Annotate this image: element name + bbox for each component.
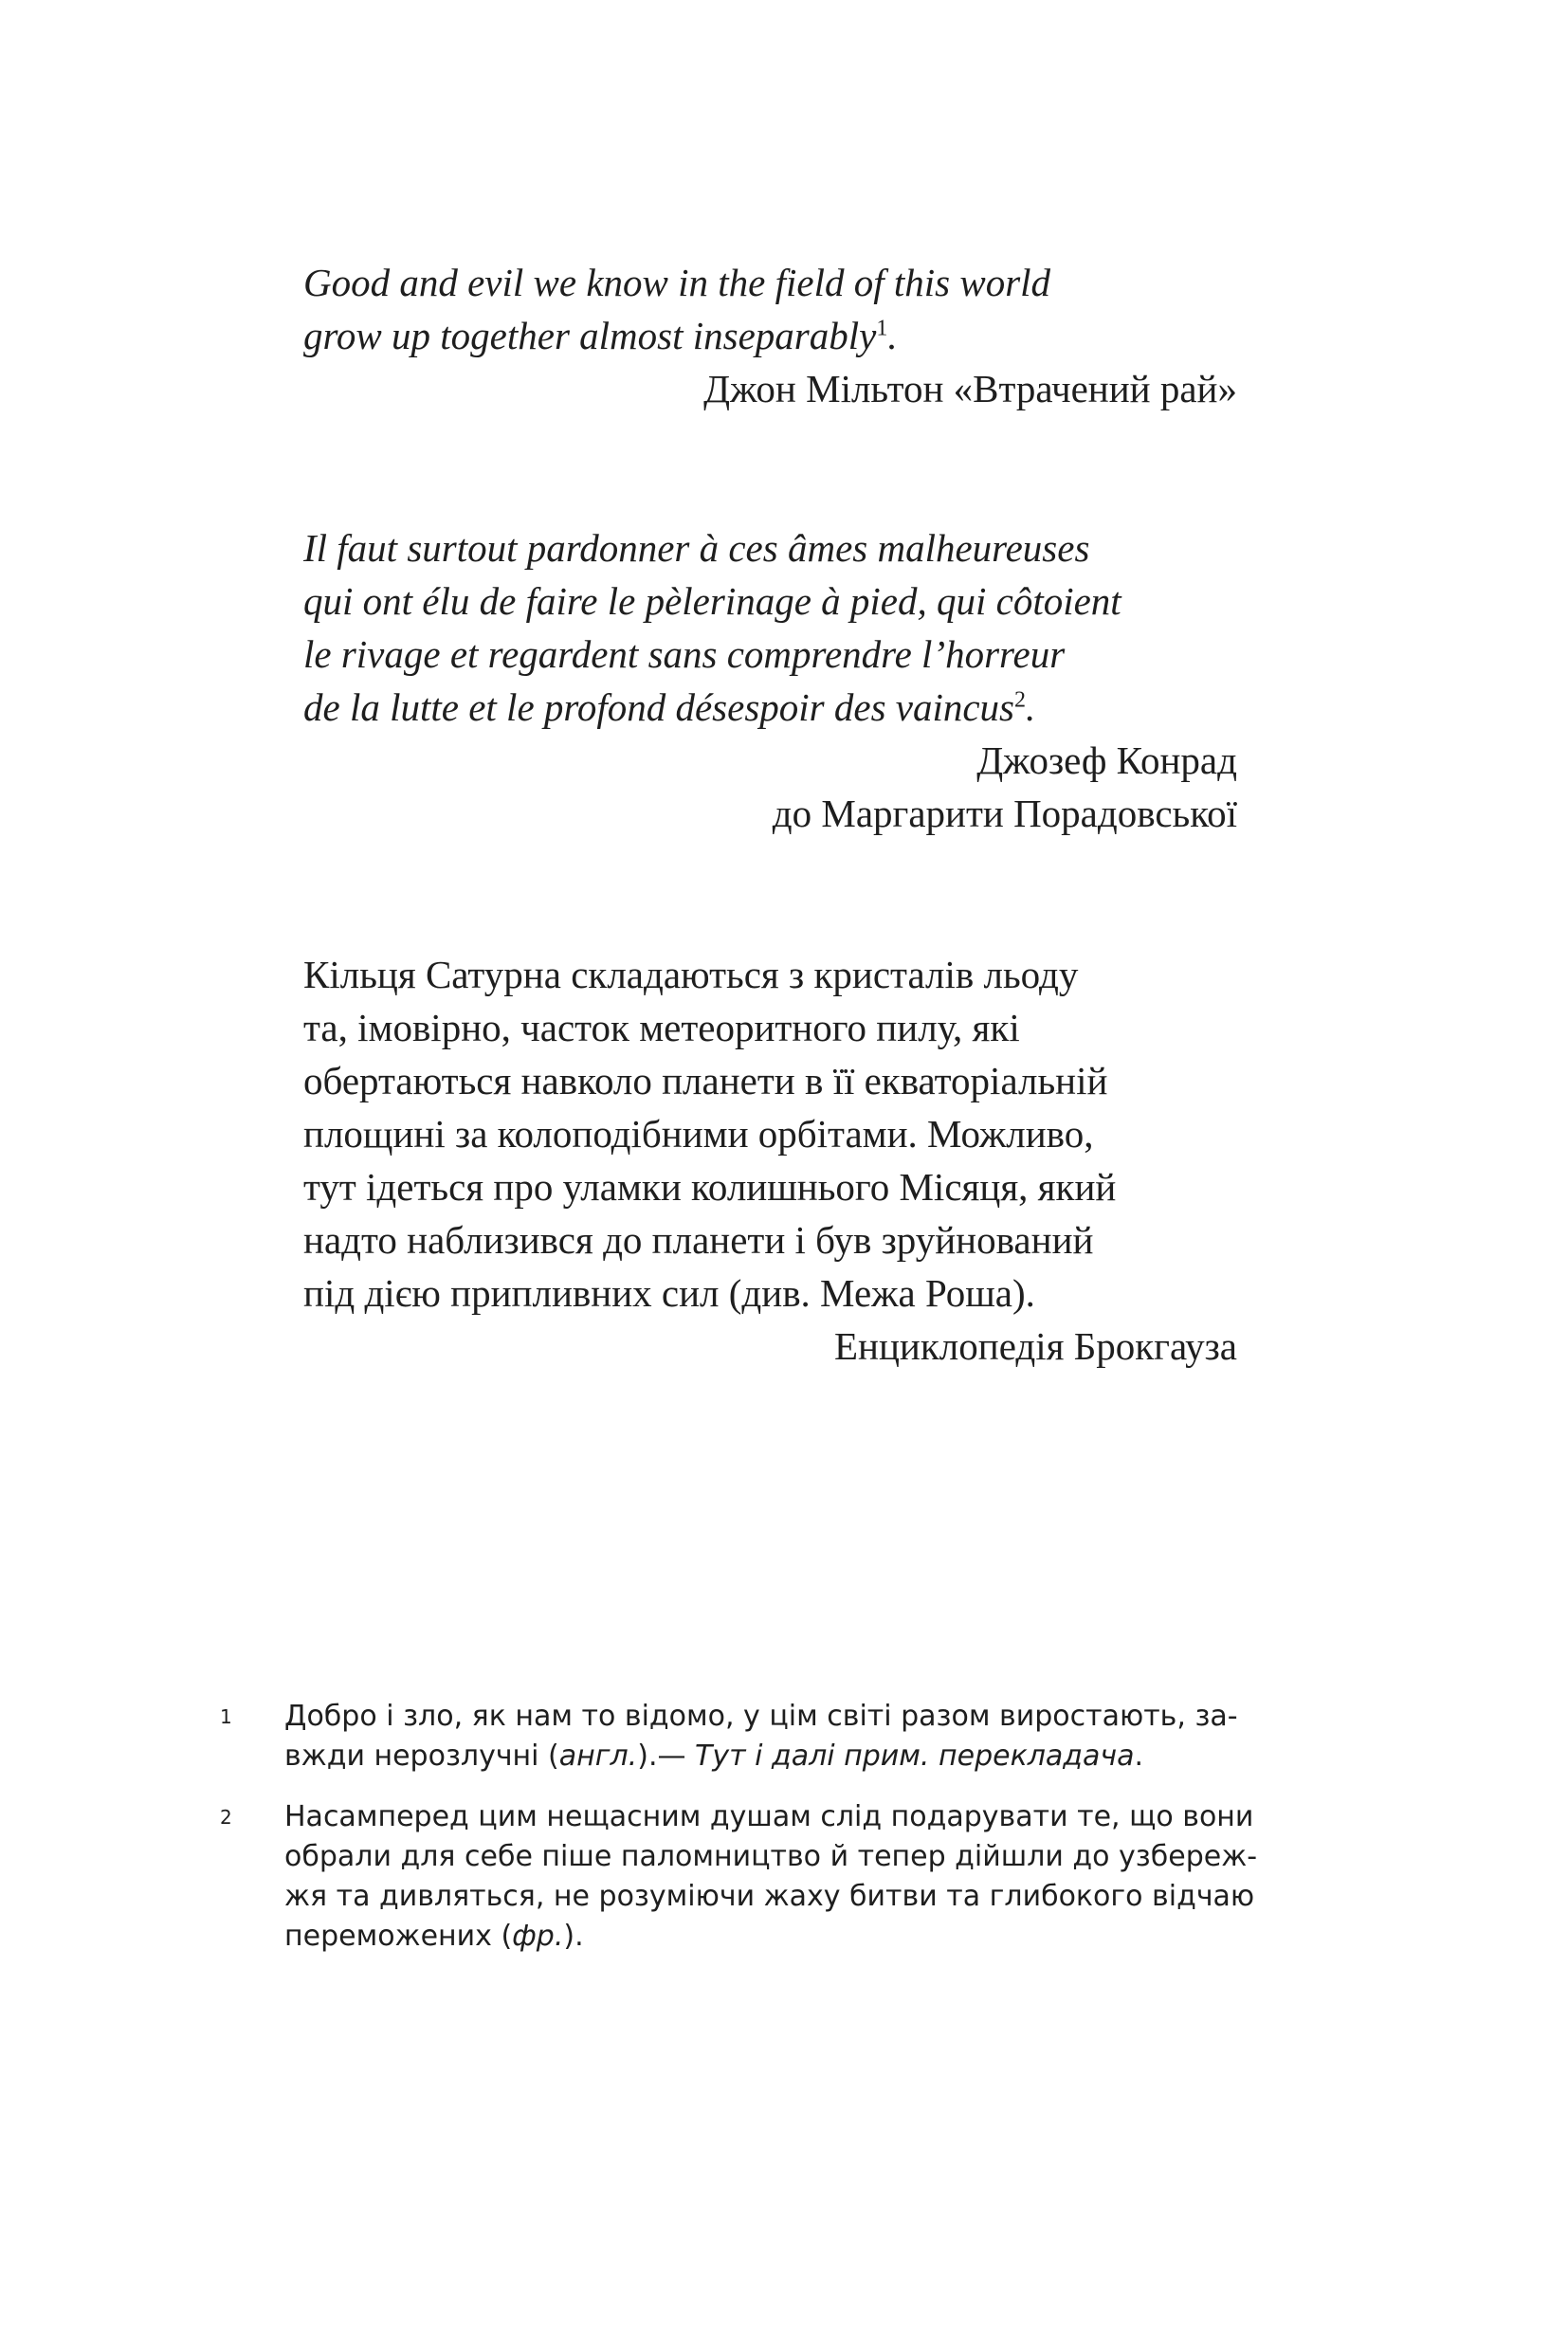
epigraph-attribution: до Маргарити Порадовської xyxy=(772,792,1237,835)
quote-line: обертаються навколо планети в її екваторіальній xyxy=(303,1059,1108,1102)
quote-line: надто наблизився до планети і був зруйнований xyxy=(303,1218,1094,1262)
quote-line-end: . xyxy=(887,314,898,357)
quote-line: Il faut surtout pardonner à ces âmes malheureuses xyxy=(303,526,1090,570)
quote-line-end: . xyxy=(1026,685,1036,729)
epigraph-attribution: Енциклопедія Брокгауза xyxy=(834,1324,1237,1368)
footnote-language: англ. xyxy=(558,1740,638,1773)
quote-line: qui ont élu de faire le pèlerinage à pied, qui côtoient xyxy=(303,579,1121,623)
footnote-ref: 2 xyxy=(1014,687,1027,713)
footnote-ref: 1 xyxy=(876,316,888,341)
epigraph-milton xyxy=(303,256,1237,415)
epigraph-attribution: Джозеф Конрад xyxy=(976,738,1237,782)
footnote-text: вжди нерозлучні ( xyxy=(284,1740,559,1773)
quote-line: та, імовірно, часток метеоритного пилу, які xyxy=(303,1006,1020,1049)
epigraph-quote xyxy=(303,948,1237,1320)
quote-line: тут ідеться про уламки колишнього Місяця, який xyxy=(303,1165,1117,1209)
quote-line: під дією припливних сил (див. Межа Роша). xyxy=(303,1271,1035,1315)
epigraph-conrad xyxy=(303,521,1237,840)
footnotes xyxy=(218,1697,1258,1977)
epigraph-quote xyxy=(303,521,1237,734)
quote-line xyxy=(303,681,1237,734)
quote-line: le rivage et regardent sans comprendre l’horreur xyxy=(303,632,1066,676)
quote-line xyxy=(303,309,1237,362)
footnote-line: Добро і зло, як нам то відомо, у цім світі разом виростають, за- xyxy=(284,1700,1238,1733)
quote-line-text: de la lutte et le profond désespoir des vaincus xyxy=(303,685,1015,729)
quote-line: площині за колоподібними орбітами. Можливо, xyxy=(303,1112,1094,1156)
footnote-1 xyxy=(218,1697,1242,1776)
epigraph-quote xyxy=(303,256,1237,362)
footnote-language: фр. xyxy=(512,1920,564,1953)
footnote-2 xyxy=(218,1797,1258,1957)
quote-line: Кільця Сатурна складаються з кристалів льоду xyxy=(303,953,1079,996)
quote-line-text: grow up together almost inseparably xyxy=(303,314,877,357)
footnote-text: переможених ( xyxy=(284,1920,513,1953)
quote-line: Good and evil we know in the field of this world xyxy=(303,261,1051,304)
footnote-translator-note: Тут і далі прим. перекладача xyxy=(695,1740,1135,1773)
footnote-text: . xyxy=(1134,1740,1144,1773)
epigraph-brockhaus xyxy=(303,948,1237,1373)
footnote-number: 1 xyxy=(220,1705,232,1728)
footnote-line: жя та дивляться, не розуміючи жаху битви та глибокого відчаю xyxy=(284,1880,1255,1913)
footnote-line: обрали для себе піше паломництво й тепер дійшли до узбереж- xyxy=(284,1840,1258,1873)
footnote-line xyxy=(284,1737,1242,1776)
footnote-text: ).— xyxy=(637,1740,696,1773)
footnote-text: ). xyxy=(563,1920,584,1953)
footnote-number: 2 xyxy=(220,1806,232,1829)
footnote-line xyxy=(284,1917,1242,1957)
footnote-line: Насамперед цим нещасним душам слід подарувати те, що вони xyxy=(284,1800,1254,1833)
epigraph-attribution: Джон Мільтон «Втрачений рай» xyxy=(703,367,1237,410)
